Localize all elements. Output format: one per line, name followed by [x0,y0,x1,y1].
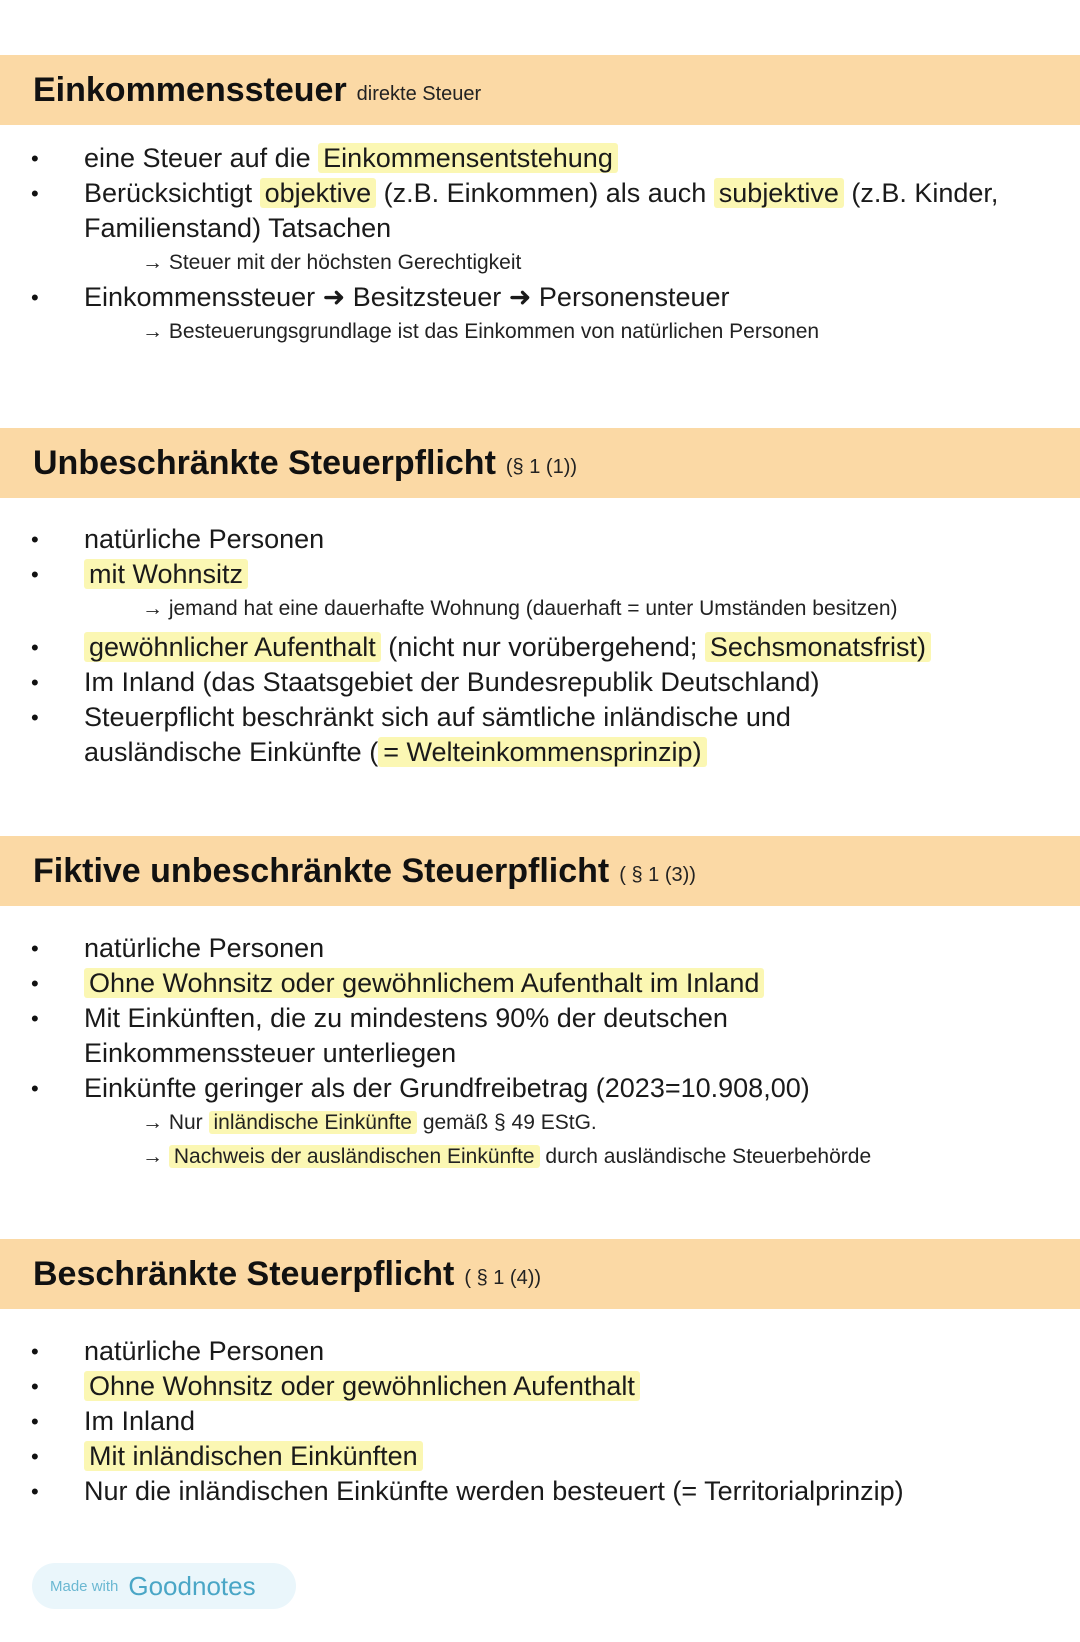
section-header-fiktive [0,836,1080,906]
note [0,1140,1080,1174]
highlighted-text: Mit inländischen Einkünften [84,1441,423,1471]
bullet: • [31,971,39,996]
section-title: Fiktive unbeschränkte Steuerpflicht [33,851,610,890]
made-with-label: Made with [50,1577,119,1595]
list-item [0,522,1080,557]
list-item [0,931,1080,966]
item-text: Im Inland (das Staatsgebiet der Bundesrepublik Deutschland) [84,667,820,697]
item-text: natürliche Personen [84,524,325,554]
goodnotes-badge [32,1563,296,1609]
section-title: Einkommenssteuer [33,70,347,109]
list-item [0,630,1080,665]
section-body-fiktive [0,931,1080,1174]
section-header-beschraenkte [0,1239,1080,1309]
section-body-einkommenssteuer [0,141,1080,349]
note: → Steuer mit der höchsten Gerechtigkeit [142,251,522,274]
bullet: • [31,705,39,730]
list-item [0,1404,1080,1439]
section-header-unbeschraenkte [0,428,1080,498]
item-text: natürliche Personen [84,1336,325,1366]
bullet: • [31,181,39,206]
bullet: • [31,936,39,961]
bullet: • [31,1076,39,1101]
section-body-unbeschraenkte [0,522,1080,770]
section-title: Unbeschränkte Steuerpflicht [33,443,496,482]
bullet: • [31,635,39,660]
highlighted-text: = Welteinkommensprinzip) [378,737,706,767]
list-item [0,141,1080,176]
bullet: • [31,1479,39,1504]
bullet: • [31,1444,39,1469]
list-item [0,557,1080,592]
section-subtitle: ( § 1 (3)) [619,863,696,886]
item-text: Berücksichtigt [84,178,260,208]
list-item [0,1474,1080,1509]
note-text: gemäß § 49 EStG. [416,1111,597,1134]
bullet: • [31,1409,39,1434]
highlighted-text: Sechsmonatsfrist) [705,632,931,662]
item-text: Einkünfte geringer als der Grundfreibetrag (2023=10.908,00) [84,1073,810,1103]
list-item [0,1071,1080,1106]
list-item [0,176,1080,246]
highlighted-text: mit Wohnsitz [84,559,248,589]
list-item [0,1439,1080,1474]
bullet: • [31,527,39,552]
section-subtitle: (§ 1 (1)) [505,455,578,478]
item-text: (nicht nur vorübergehend; [380,632,705,662]
note-text: → [142,1145,169,1168]
item-text: (z.B. Kinder, Familienstand) Tatsachen [84,178,999,243]
bullet: • [31,562,39,587]
item-text: Steuerpflicht beschränkt sich auf sämtliche inländische und ausländische Einkünfte ( [84,702,791,767]
list-item [0,1001,1080,1071]
section-body-beschraenkte [0,1334,1080,1509]
item-text: eine Steuer auf die [84,143,319,173]
section-title: Beschränkte Steuerpflicht [33,1254,455,1293]
highlighted-text: objektive [260,178,377,208]
highlighted-text: Einkommensentstehung [318,143,618,173]
highlighted-text: Ohne Wohnsitz oder gewöhnlichem Aufenthalt im Inland [84,968,764,998]
bullet: • [31,1006,39,1031]
highlighted-text: Nachweis der ausländischen Einkünfte [169,1145,540,1168]
list-item [0,966,1080,1001]
highlighted-text: subjektive [714,178,844,208]
highlighted-text: Ohne Wohnsitz oder gewöhnlichen Aufenthalt [84,1371,640,1401]
item-text: Nur die inländischen Einkünfte werden besteuert (= Territorialprinzip) [84,1476,904,1506]
section-header-einkommenssteuer [0,55,1080,125]
item-text: Mit Einkünften, die zu mindestens 90% der deutschen Einkommenssteuer unterliegen [84,1003,728,1068]
note-text: durch ausländische Steuerbehörde [539,1145,872,1168]
note: → Besteuerungsgrundlage ist das Einkommen von natürlichen Personen [142,320,820,343]
item-text: Einkommenssteuer ➜ Besitzsteuer ➜ Personensteuer [84,282,730,312]
bullet: • [31,670,39,695]
bullet: • [31,285,39,310]
list-item [0,700,1080,770]
bullet: • [31,146,39,171]
goodnotes-logo: Goodnotes [128,1570,256,1601]
item-text: (z.B. Einkommen) als auch [376,178,714,208]
list-item [0,1334,1080,1369]
note [0,1106,1080,1140]
highlighted-text: gewöhnlicher Aufenthalt [84,632,381,662]
item-text: Im Inland [84,1406,196,1436]
bullet: • [31,1339,39,1364]
item-text: natürliche Personen [84,933,325,963]
list-item [0,280,1080,315]
list-item [0,665,1080,700]
highlighted-text: inländische Einkünfte [209,1111,417,1134]
bullet: • [31,1374,39,1399]
note: → jemand hat eine dauerhafte Wohnung (dauerhaft = unter Umständen besitzen) [142,597,898,620]
section-subtitle: direkte Steuer [356,82,482,105]
note-text: → Nur [142,1111,209,1134]
section-subtitle: ( § 1 (4)) [464,1266,542,1289]
list-item [0,1369,1080,1404]
